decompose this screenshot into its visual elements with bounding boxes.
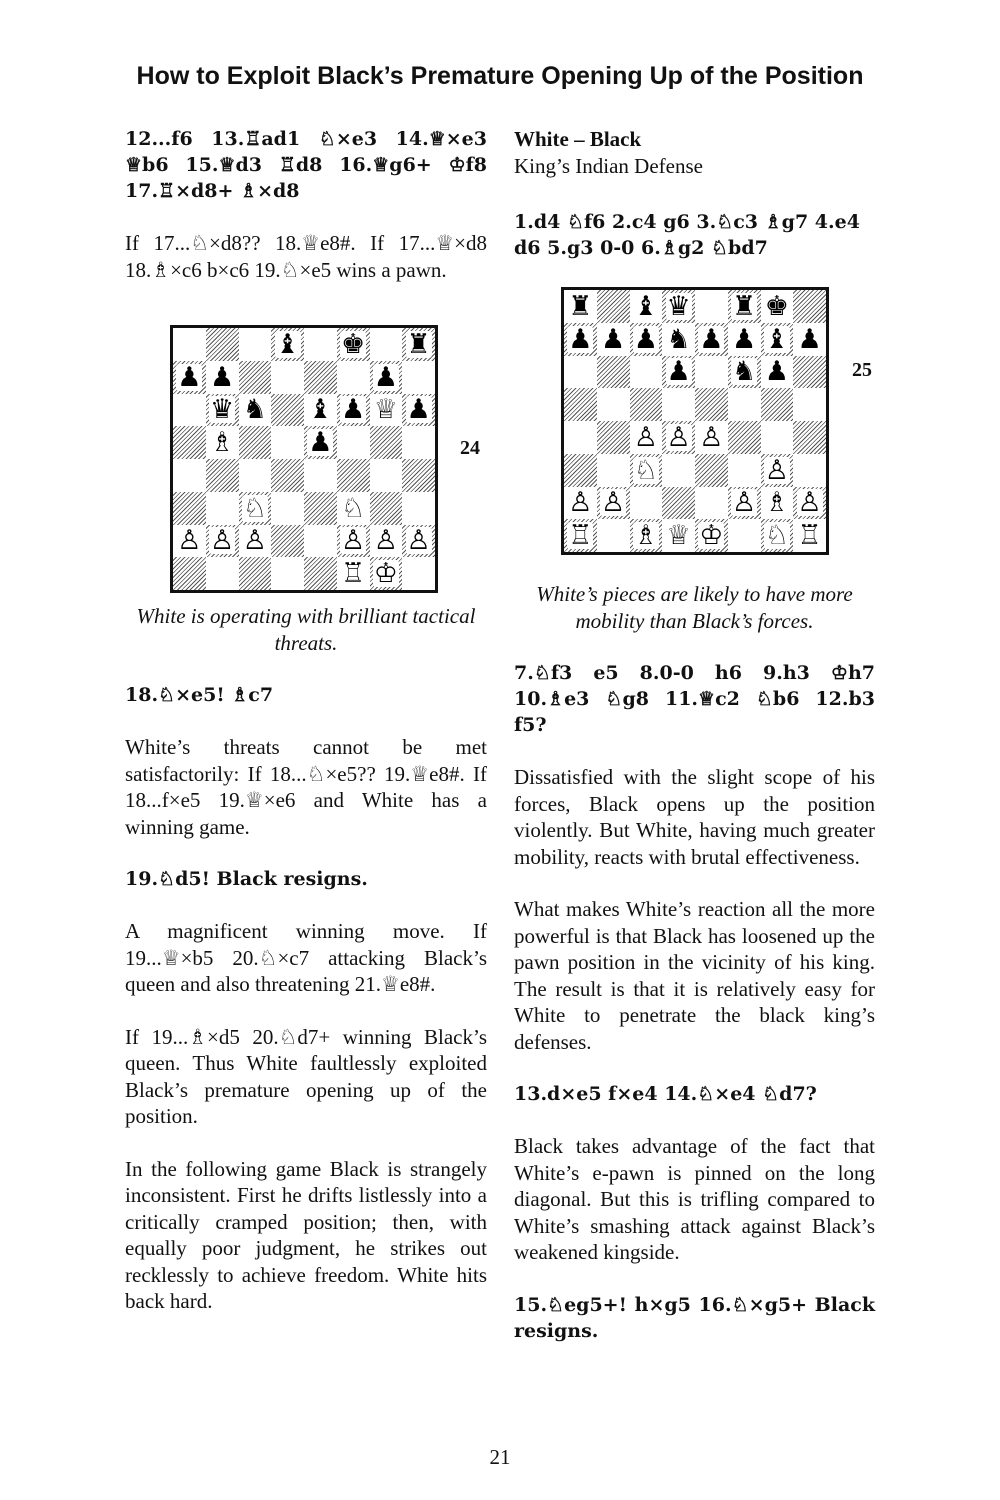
square-e1 <box>304 557 337 590</box>
square-c5 <box>630 388 663 421</box>
square-e7 <box>304 361 337 394</box>
square-b3 <box>206 492 239 525</box>
chess-piece-icon: ♟ <box>764 356 789 388</box>
square-g4 <box>370 459 403 492</box>
square-f1 <box>337 557 370 590</box>
square-g8 <box>761 290 794 323</box>
square-f5 <box>337 426 370 459</box>
chess-piece-icon: ♙ <box>210 525 235 557</box>
square-a3 <box>173 492 206 525</box>
chess-piece-icon: ♟ <box>341 394 366 426</box>
square-a3 <box>564 454 597 487</box>
square-c1 <box>630 519 663 552</box>
chess-piece-icon: ♗ <box>210 427 235 459</box>
chess-piece-icon: ♟ <box>210 361 235 393</box>
square-f8 <box>728 290 761 323</box>
square-h6 <box>793 356 826 389</box>
square-b7 <box>597 323 630 356</box>
chess-piece-icon: ♟ <box>601 323 626 355</box>
para-next-game: In the following game Black is strangely inconsistent. First he drifts listlessly into a critically cramped position; then, with equally poor judgment, he strikes out recklessly to achieve freedom. White hits back hard. <box>125 1156 487 1313</box>
chess-piece-icon: ♛ <box>666 290 691 322</box>
square-f6 <box>337 394 370 427</box>
square-a2 <box>173 525 206 558</box>
chess-piece-icon: ♘ <box>764 520 789 552</box>
square-b5 <box>206 426 239 459</box>
square-c7 <box>630 323 663 356</box>
square-d4 <box>271 459 304 492</box>
chess-piece-icon: ♙ <box>633 421 658 453</box>
square-e1 <box>695 519 728 552</box>
square-f4 <box>728 421 761 454</box>
chessboard-24 <box>170 325 438 593</box>
chess-piece-icon: ♙ <box>177 525 202 557</box>
chessboard-25 <box>561 287 829 555</box>
square-h8 <box>793 290 826 323</box>
chess-piece-icon: ♟ <box>666 356 691 388</box>
square-f4 <box>337 459 370 492</box>
para-dissatisfied: Dissatisfied with the slight scope of his forces, Black opens up the position violently. But White, having much greater mobility, reacts with brutal effectiveness. <box>514 765 875 869</box>
chess-piece-icon: ♝ <box>764 323 789 355</box>
chess-piece-icon: ♔ <box>373 558 398 590</box>
chess-piece-icon: ♟ <box>373 361 398 393</box>
square-f6 <box>728 356 761 389</box>
square-b2 <box>206 525 239 558</box>
chess-piece-icon: ♖ <box>341 558 366 590</box>
square-g8 <box>370 328 403 361</box>
chess-piece-icon: ♕ <box>666 520 691 552</box>
square-g2 <box>370 525 403 558</box>
square-d8 <box>271 328 304 361</box>
chess-piece-icon: ♜ <box>732 290 757 322</box>
moves-1-6: 1.d4 ♘f6 2.c4 g6 3.♘c3 ♗g7 4.e4 d6 5.g3 0-0 6.♗g2 ♘bd7 <box>514 211 860 259</box>
chess-piece-icon: ♙ <box>341 525 366 557</box>
square-h5 <box>793 388 826 421</box>
square-h3 <box>793 454 826 487</box>
right-column <box>514 126 875 1344</box>
chess-piece-icon: ♗ <box>764 487 789 519</box>
square-e8 <box>304 328 337 361</box>
chess-piece-icon: ♚ <box>341 328 366 360</box>
chess-piece-icon: ♛ <box>210 394 235 426</box>
square-b6 <box>206 394 239 427</box>
chess-piece-icon: ♘ <box>341 492 366 524</box>
square-d7 <box>271 361 304 394</box>
square-f2 <box>728 487 761 520</box>
chess-piece-icon: ♙ <box>699 421 724 453</box>
chess-piece-icon: ♚ <box>764 290 789 322</box>
page-header: How to Exploit Black’s Premature Opening Up of the Position <box>136 62 864 90</box>
chess-piece-icon: ♟ <box>732 323 757 355</box>
square-c4 <box>239 459 272 492</box>
square-d7 <box>662 323 695 356</box>
chess-piece-icon: ♞ <box>732 356 757 388</box>
chess-piece-icon: ♙ <box>797 487 822 519</box>
chess-piece-icon: ♝ <box>308 394 333 426</box>
chess-piece-icon: ♘ <box>633 454 658 486</box>
square-h7 <box>793 323 826 356</box>
game-opening: King’s Indian Defense <box>514 153 703 178</box>
chess-piece-icon: ♟ <box>568 323 593 355</box>
square-b4 <box>597 421 630 454</box>
chess-piece-icon: ♝ <box>633 290 658 322</box>
square-h3 <box>402 492 435 525</box>
chess-piece-icon: ♟ <box>177 361 202 393</box>
para-threats: White’s threats cannot be met satisfactorily: If 18...♘×e5?? 19.♕e8#. If 18...f×e5 19.♕×e6 and White has a winning game. <box>125 735 487 839</box>
chess-piece-icon: ♗ <box>633 520 658 552</box>
chess-piece-icon: ♙ <box>568 487 593 519</box>
square-a6 <box>173 394 206 427</box>
para-pinned: Black takes advantage of the fact that White’s e-pawn is pinned on the long diagonal. But this is trifling compared to White’s smashing attack against Black’s weakened kingside. <box>514 1134 875 1264</box>
square-g7 <box>370 361 403 394</box>
chess-piece-icon: ♝ <box>275 328 300 360</box>
chess-piece-icon: ♘ <box>242 492 267 524</box>
square-g7 <box>761 323 794 356</box>
square-g1 <box>370 557 403 590</box>
para-variation-17: If 17...♘×d8?? 18.♕e8#. If 17...♕×d8 18.♗×c6 b×c6 19.♘×e5 wins a pawn. <box>125 231 487 282</box>
square-b1 <box>597 519 630 552</box>
square-a7 <box>564 323 597 356</box>
square-e4 <box>304 459 337 492</box>
square-f3 <box>728 454 761 487</box>
square-c2 <box>630 487 663 520</box>
square-b8 <box>597 290 630 323</box>
square-e6 <box>304 394 337 427</box>
caption-25: White’s pieces are likely to have more mobility than Black’s forces. <box>536 582 853 633</box>
square-d6 <box>271 394 304 427</box>
square-h6 <box>402 394 435 427</box>
square-e3 <box>304 492 337 525</box>
square-e5 <box>695 388 728 421</box>
square-g3 <box>370 492 403 525</box>
para-magnificent: A magnificent winning move. If 19...♕×b5 20.♘×c7 attacking Black’s queen and also threatening 21.♕e8#. <box>125 919 487 996</box>
square-d5 <box>271 426 304 459</box>
square-b8 <box>206 328 239 361</box>
diagram-number-24: 24 <box>460 437 480 459</box>
chess-piece-icon: ♙ <box>406 525 431 557</box>
square-d4 <box>662 421 695 454</box>
para-reaction: What makes White’s reaction all the more powerful is that Black has loosened up the pawn position in the vicinity of his king. The result is that it is relatively easy for White to penetrate the black king’s defenses. <box>514 897 875 1054</box>
square-c4 <box>630 421 663 454</box>
square-f7 <box>728 323 761 356</box>
square-h1 <box>793 519 826 552</box>
square-d3 <box>662 454 695 487</box>
square-h5 <box>402 426 435 459</box>
square-d1 <box>271 557 304 590</box>
square-b5 <box>597 388 630 421</box>
square-b6 <box>597 356 630 389</box>
square-h2 <box>402 525 435 558</box>
square-e7 <box>695 323 728 356</box>
square-c3 <box>239 492 272 525</box>
square-e2 <box>695 487 728 520</box>
page-number: 21 <box>489 1445 511 1469</box>
square-e6 <box>695 356 728 389</box>
square-c2 <box>239 525 272 558</box>
square-h4 <box>402 459 435 492</box>
square-f2 <box>337 525 370 558</box>
square-d2 <box>662 487 695 520</box>
square-a1 <box>173 557 206 590</box>
square-b2 <box>597 487 630 520</box>
square-f3 <box>337 492 370 525</box>
chess-piece-icon: ♟ <box>797 323 822 355</box>
square-b3 <box>597 454 630 487</box>
square-d6 <box>662 356 695 389</box>
square-g1 <box>761 519 794 552</box>
square-f5 <box>728 388 761 421</box>
square-c8 <box>630 290 663 323</box>
square-h7 <box>402 361 435 394</box>
square-c5 <box>239 426 272 459</box>
left-column <box>125 126 487 1315</box>
chess-piece-icon: ♟ <box>308 427 333 459</box>
square-f1 <box>728 519 761 552</box>
square-a5 <box>564 388 597 421</box>
square-c3 <box>630 454 663 487</box>
square-g6 <box>370 394 403 427</box>
square-d1 <box>662 519 695 552</box>
square-e8 <box>695 290 728 323</box>
square-a5 <box>173 426 206 459</box>
square-e4 <box>695 421 728 454</box>
square-a2 <box>564 487 597 520</box>
square-g5 <box>761 388 794 421</box>
chess-piece-icon: ♜ <box>406 328 431 360</box>
square-c8 <box>239 328 272 361</box>
square-a1 <box>564 519 597 552</box>
square-a8 <box>564 290 597 323</box>
square-g6 <box>761 356 794 389</box>
square-a8 <box>173 328 206 361</box>
caption-24: White is operating with brilliant tactical threats. <box>136 604 476 655</box>
square-a4 <box>564 421 597 454</box>
square-a4 <box>173 459 206 492</box>
square-g4 <box>761 421 794 454</box>
square-h4 <box>793 421 826 454</box>
square-b1 <box>206 557 239 590</box>
chess-piece-icon: ♞ <box>666 323 691 355</box>
diagram-25 <box>514 287 875 567</box>
square-c7 <box>239 361 272 394</box>
square-g2 <box>761 487 794 520</box>
square-f8 <box>337 328 370 361</box>
chess-piece-icon: ♞ <box>242 394 267 426</box>
moves-18: 18.♘×e5! ♗c7 <box>125 684 274 706</box>
chess-piece-icon: ♕ <box>373 394 398 426</box>
game-players: White – Black <box>514 127 642 151</box>
square-d5 <box>662 388 695 421</box>
square-d2 <box>271 525 304 558</box>
square-h2 <box>793 487 826 520</box>
chess-piece-icon: ♙ <box>373 525 398 557</box>
moves-15-16: 15.♘eg5+! h×g5 16.♘×g5+ Black resigns. <box>514 1293 875 1342</box>
chess-piece-icon: ♙ <box>601 487 626 519</box>
chess-piece-icon: ♖ <box>568 520 593 552</box>
para-variation-19: If 19...♗×d5 20.♘d7+ winning Black’s queen. Thus White faultlessly exploited Black’s premature opening up of the position. <box>125 1024 487 1128</box>
diagram-24 <box>125 309 487 589</box>
square-b4 <box>206 459 239 492</box>
square-c6 <box>630 356 663 389</box>
square-g5 <box>370 426 403 459</box>
moves-7-12: 7.♘f3 e5 8.0-0 h6 9.h3 ♔h7 10.♗e3 ♘g8 11.♕c2 ♘b6 12.b3 f5? <box>514 662 875 736</box>
square-e2 <box>304 525 337 558</box>
square-d8 <box>662 290 695 323</box>
square-c1 <box>239 557 272 590</box>
moves-12-17: 12...f6 13.♖ad1 ♘×e3 14.♕×e3 ♕b6 15.♕d3 ♖d8 16.♕g6+ ♔f8 17.♖×d8+ ♗×d8 <box>125 128 487 202</box>
chess-piece-icon: ♟ <box>406 394 431 426</box>
chess-piece-icon: ♙ <box>666 421 691 453</box>
chess-piece-icon: ♙ <box>242 525 267 557</box>
square-b7 <box>206 361 239 394</box>
chess-piece-icon: ♔ <box>699 520 724 552</box>
moves-19: 19.♘d5! Black resigns. <box>125 868 368 890</box>
chess-piece-icon: ♖ <box>797 520 822 552</box>
chess-piece-icon: ♙ <box>732 487 757 519</box>
square-a7 <box>173 361 206 394</box>
square-d3 <box>271 492 304 525</box>
square-c6 <box>239 394 272 427</box>
square-e3 <box>695 454 728 487</box>
square-h1 <box>402 557 435 590</box>
square-g3 <box>761 454 794 487</box>
moves-13-14: 13.d×e5 f×e4 14.♘×e4 ♘d7? <box>514 1083 817 1105</box>
chess-piece-icon: ♜ <box>568 290 593 322</box>
diagram-number-25: 25 <box>852 359 872 381</box>
square-h8 <box>402 328 435 361</box>
chess-piece-icon: ♟ <box>633 323 658 355</box>
square-f7 <box>337 361 370 394</box>
square-e5 <box>304 426 337 459</box>
chess-piece-icon: ♟ <box>699 323 724 355</box>
chess-piece-icon: ♙ <box>764 454 789 486</box>
square-a6 <box>564 356 597 389</box>
